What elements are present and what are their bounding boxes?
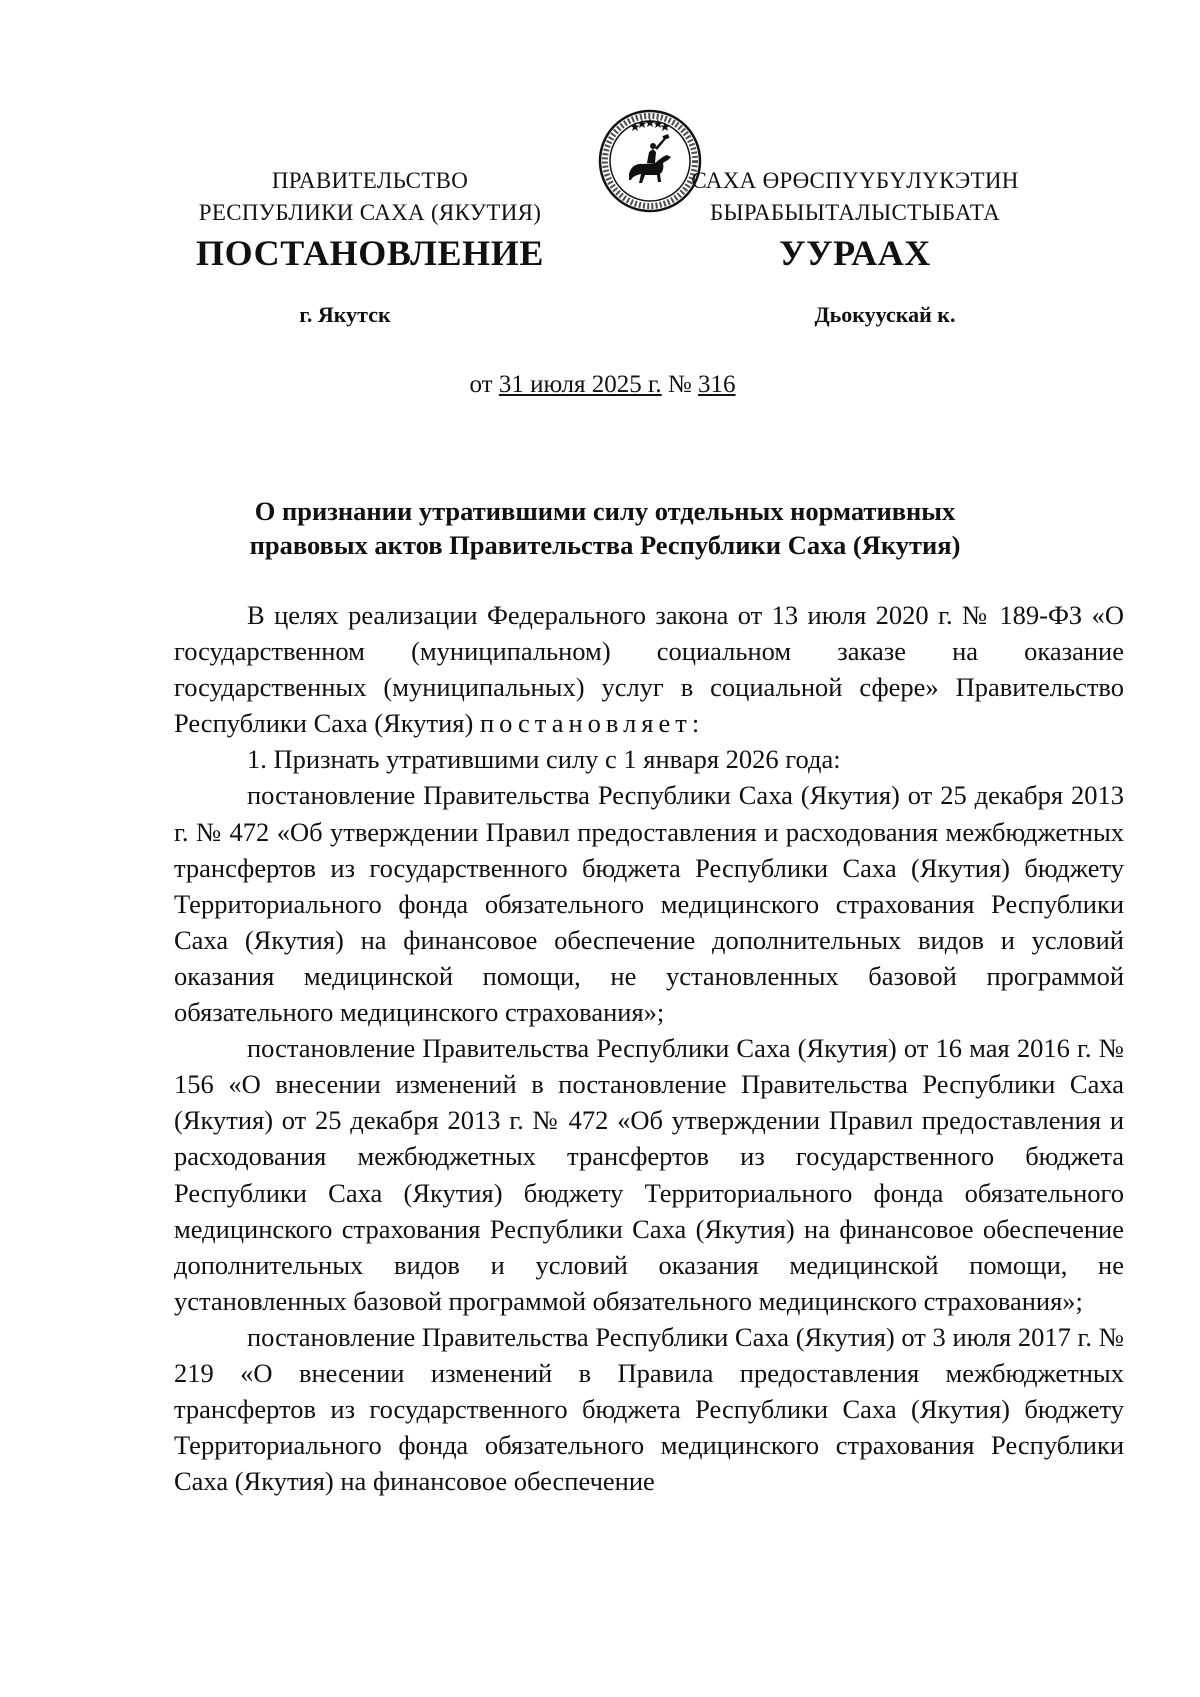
preamble-resolves: постановляет:	[479, 708, 705, 739]
paragraph-act-2016-156: постановление Правительства Республики Саха (Якутия) от 16 мая 2016 г. № 156 «О внесении изменений в постановление Правительства Республики Саха (Якутия) от 25 декабря 2013 г. № 472 «Об утверждении Правил предоставления и расходования межбюджетных трансфертов из государственного бюджета Республики Саха (Якутия) бюджету Территориального фонда обязательного медицинского страхования Республики Саха (Якутия) на финансовое обеспечение дополнительных видов и условий оказания медицинской помощи, не установленных базовой программой обязательного медицинского страхования»;	[174, 1033, 1124, 1316]
paragraph-act-2017-219: постановление Правительства Республики Саха (Якутия) от 3 июля 2017 г. № 219 «О внесении изменений в Правила предоставления межбюджетных трансфертов из государственного бюджета Республики Саха (Якутия) бюджету Территориального фонда обязательного медицинского страхования Республики Саха (Якутия) на финансовое обеспечение	[174, 1321, 1124, 1497]
header-left-line1: ПРАВИТЕЛЬСТВО	[271, 168, 469, 193]
doc-type-sah: УУРААХ	[779, 233, 931, 273]
header-right-line1: САХА ӨРӨСПҮҮБҮЛҮКЭТИН	[691, 168, 1019, 193]
dateline	[175, 371, 1030, 399]
title-line2: правовых актов Правительства Республики Саха (Якутия)	[249, 530, 961, 560]
paragraph-preamble	[174, 597, 1124, 741]
doc-type-ru: ПОСТАНОВЛЕНИЕ	[196, 233, 544, 273]
preamble-text: В целях реализации Федерального закона от 13 июля 2020 г. № 189-ФЗ «О государственном (муниципальном) социальном заказе на оказание государственных (муниципальных) услуг в социальной сфере» Правительство Республики Саха (Якутия)	[174, 600, 1124, 739]
header-left-line2: РЕСПУБЛИКИ САХА (ЯКУТИЯ)	[198, 200, 542, 225]
city-sah: Дьокуускай к.	[814, 302, 956, 327]
dateline-no-sign: №	[667, 371, 692, 398]
header-left	[175, 165, 565, 229]
header-right-line2: БЫРАБЫЫТАЛЫСТЫБАТА	[709, 200, 1001, 225]
document-body	[174, 597, 1124, 1499]
paragraph-act-2013-472: постановление Правительства Республики Саха (Якутия) от 25 декабря 2013 г. № 472 «Об утверждении Правил предоставления и расходования межбюджетных трансфертов из государственного бюджета Республики Саха (Якутия) бюджету Территориального фонда обязательного медицинского страхования Республики Саха (Якутия) на финансовое обеспечение дополнительных видов и условий оказания медицинской помощи, не установленных базовой программой обязательного медицинского страхования»;	[174, 780, 1124, 1028]
dateline-date: 31 июля 2025 г.	[498, 371, 662, 398]
document-title	[175, 494, 1035, 562]
paragraph-item-1: 1. Признать утратившими силу с 1 января 2026 года:	[247, 744, 841, 775]
dateline-number: 316	[698, 371, 736, 398]
header-right	[680, 165, 1030, 229]
dateline-prefix: от	[469, 371, 493, 398]
title-line1: О признании утратившими силу отдельных нормативных	[254, 496, 956, 526]
city-ru: г. Якутск	[299, 302, 391, 327]
